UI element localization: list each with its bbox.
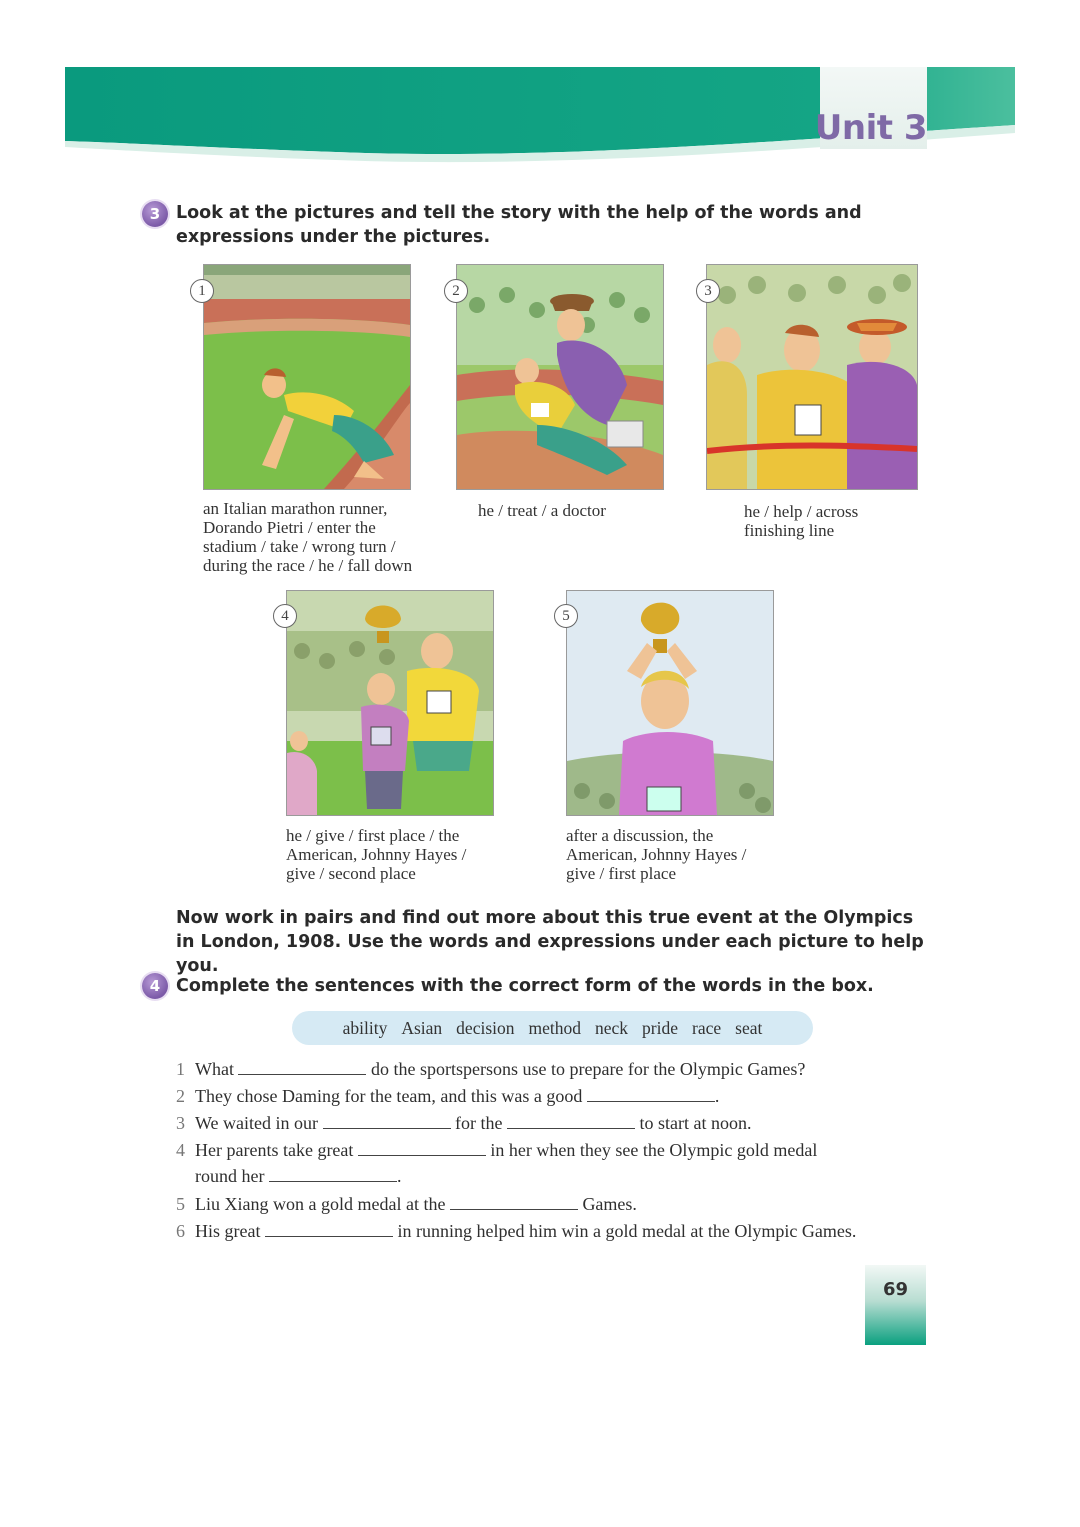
sentence-text: round her [195,1166,265,1186]
sentence-text: What [195,1059,234,1079]
word-box-item: neck [595,1017,629,1038]
sentence-text: in running helped him win a gold medal at the Olympic Games. [397,1221,857,1241]
sentence-2 [176,1083,928,1110]
picture-1-number: 1 [190,279,214,303]
picture-4-places-given [286,590,494,816]
answer-blank[interactable] [358,1141,486,1156]
picture-1-runner-falls [203,264,411,490]
page-number: 69 [882,1279,909,1300]
sentence-text: . [714,1086,720,1106]
picture-4-number: 4 [273,604,297,628]
word-box-item: race [692,1017,722,1038]
sentence-6 [176,1218,928,1245]
sentence-5 [176,1191,928,1218]
sentence-text: Liu Xiang won a gold medal at the [195,1194,446,1214]
word-box-item: decision [456,1017,515,1038]
exercise-4-instruction: Complete the sentences with the correct form of the words in the box. [176,976,874,996]
answer-blank[interactable] [265,1222,393,1237]
answer-blank[interactable] [450,1195,578,1210]
sentence-text: do the sportspersons use to prepare for the Olympic Games? [370,1059,806,1079]
sentence-text: Her parents take great [195,1140,354,1160]
sentence-text: to start at noon. [639,1113,752,1133]
answer-blank[interactable] [507,1114,635,1129]
sentence-text: . [396,1166,402,1186]
sentence-4 [176,1137,928,1164]
word-box [292,1011,813,1045]
answer-blank[interactable] [238,1060,366,1075]
picture-1-caption: an Italian marathon runner, Dorando Pietri / enter the stadium / take / wrong turn / during the race / he / fall down [203,499,413,575]
word-box-item: pride [642,1017,679,1038]
answer-blank[interactable] [323,1114,451,1129]
sentence-text: Games. [582,1194,637,1214]
sentence-1 [176,1056,928,1083]
sentence-number: 6 [176,1221,185,1241]
sentence-text: for the [455,1113,503,1133]
page-number-tab [865,1265,926,1345]
picture-5-number: 5 [554,604,578,628]
answer-blank[interactable] [587,1087,715,1102]
sentence-number: 2 [176,1086,185,1106]
picture-4-caption: he / give / first place / the American, Johnny Hayes / give / second place [286,826,467,883]
exercise-3-followup: Now work in pairs and find out more about this true event at the Olympics in London, 1908. Use the words and expressions under each picture to help you. [176,908,924,976]
sentence-number: 5 [176,1194,185,1214]
sentence-text: They chose Daming for the team, and this was a good [195,1086,583,1106]
picture-3-caption: he / help / across finishing line [744,502,859,540]
unit-title: Unit 3 [814,108,927,148]
exercise-3-instruction: Look at the pictures and tell the story with the help of the words and expressions under the pictures. [176,203,862,247]
picture-3-helped-across-line [706,264,918,490]
picture-5-hayes-trophy [566,590,774,816]
picture-2-number: 2 [444,279,468,303]
sentence-text: We waited in our [195,1113,319,1133]
word-box-item: Asian [401,1017,443,1038]
picture-3-number: 3 [696,279,720,303]
sentence-3 [176,1110,928,1137]
sentence-number: 1 [176,1059,185,1079]
sentence-4-continued [195,1166,401,1187]
sentence-text: in her when they see the Olympic gold medal [490,1140,818,1160]
picture-5-caption: after a discussion, the American, Johnny Hayes / give / first place [566,826,747,883]
exercise-4-badge: 4 [142,973,168,999]
exercise-3-badge: 3 [142,201,168,227]
sentence-number: 4 [176,1140,185,1160]
word-box-item: ability [342,1017,388,1038]
picture-2-caption: he / treat / a doctor [478,501,606,520]
sentence-text: His great [195,1221,261,1241]
picture-2-doctor-treats [456,264,664,490]
word-box-item: seat [735,1017,763,1038]
word-box-item: method [528,1017,581,1038]
sentence-number: 3 [176,1113,185,1133]
answer-blank[interactable] [269,1167,397,1182]
